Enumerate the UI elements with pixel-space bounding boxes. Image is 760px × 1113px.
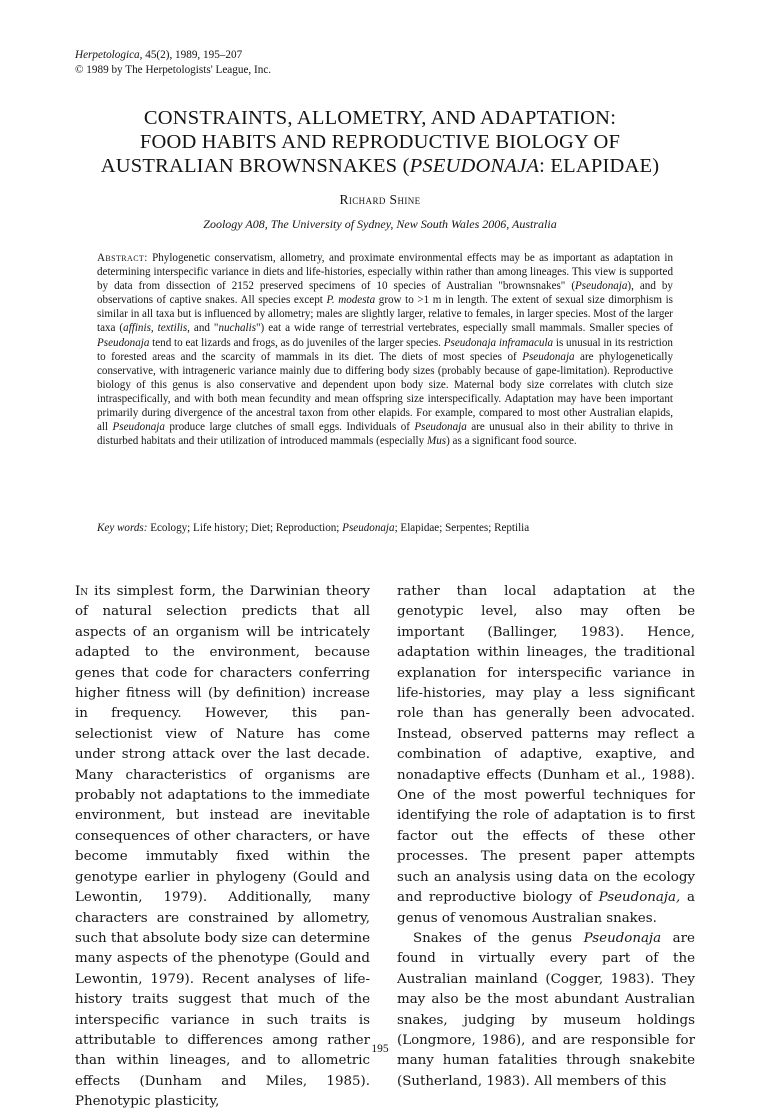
abstract-text: ) as a significant food source. bbox=[446, 435, 577, 448]
keywords bbox=[97, 521, 673, 535]
abstract-italic: Mus bbox=[426, 435, 447, 448]
page-number: 195 bbox=[371, 1043, 389, 1055]
paragraph-italic: Pseudonaja bbox=[583, 930, 662, 946]
paragraph-text: are found in virtually every part of the Australian mainland (Cogger, 1983). They may also be the most abundant Australian snakes, judging by museum holdings (Longmore, 1986), and are responsible for many human fatalities through snakebite (Sutherland, 1983). All members of this bbox=[397, 930, 695, 1089]
paragraph-text: Snakes of the genus bbox=[413, 930, 584, 946]
body-paragraph bbox=[75, 582, 370, 1113]
journal-name: Herpetologica, bbox=[75, 49, 143, 61]
body-column-right bbox=[397, 582, 695, 1092]
abstract-text: are phylogenetically conservative, with intrageneric variance mainly due to differing body sizes (probably because of gape-limitation). Reproductive biology of this genus is also conservative and dependent upon body size. Maternal body size correlates with clutch size intraspecifically, and with both mean fecundity and mean offspring size interspecifically. Adaptation may have been important primarily during divergence of the ancestral taxon from other elapids. For example, compared to most other Australian elapids, all bbox=[97, 350, 673, 434]
journal-volume-line bbox=[75, 48, 271, 63]
abstract-italic: Pseudonaja bbox=[575, 280, 628, 293]
author-name: Richard Shine bbox=[339, 192, 421, 207]
copyright-line: © 1989 by The Herpetologists' League, Inc. bbox=[75, 64, 272, 76]
abstract-text: ") eat a wide range of terrestrial vertebrates, especially small mammals. Smaller species of bbox=[256, 322, 674, 335]
abstract-label: Abstract: bbox=[97, 252, 148, 264]
abstract-italic: affinis, textilis, bbox=[123, 322, 190, 335]
abstract-italic: Pseudonaja bbox=[522, 350, 575, 363]
title-line-3 bbox=[60, 154, 700, 178]
keywords-italic: Pseudonaja bbox=[342, 522, 395, 534]
abstract-text: is unusual in its restriction to forested areas and the scarcity of mammals in its diet. The diets of most species of bbox=[97, 336, 673, 363]
keywords-label: Key words: bbox=[97, 522, 148, 534]
abstract-italic: Pseudonaja bbox=[112, 421, 165, 434]
paragraph-lead-in: In bbox=[75, 584, 89, 599]
title-line-2: FOOD HABITS AND REPRODUCTIVE BIOLOGY OF bbox=[139, 131, 621, 153]
title-line-3-start: AUSTRALIAN BROWNSNAKES ( bbox=[100, 155, 410, 177]
abstract-text: ), and by observations of captive snakes. All species except bbox=[97, 280, 673, 307]
abstract-italic: nuchalis bbox=[218, 322, 257, 335]
body-paragraph bbox=[397, 582, 695, 929]
abstract-italic: P. modesta bbox=[326, 294, 376, 307]
body-paragraph bbox=[397, 929, 695, 1092]
paragraph-text: a genus of venomous Australian snakes. bbox=[397, 890, 695, 926]
paragraph-text: its simplest form, the Darwinian theory of natural selection predicts that all aspects of an organism will be intricately adapted to the environment, because genes that code for characters conferring higher fitness will (by definition) increase in frequency. However, this pan-selectionist view of Nature has come under strong attack over the last decade. Many characteristics of organisms are probably not adaptations to the immediate environment, but instead are inevitable consequences of other characters, or have become immutably fixed within the genotype earlier in phylogeny (Gould and Lewontin, 1979). Additionally, many characters are constrained by allometry, such that absolute body size can determine many aspects of the phenotype (Gould and Lewontin, 1979). Recent analyses of life-history traits suggest that much of the interspecific variance in such traits is attributable to differences among rather than within lineages, and to allometric effects (Dunham and Miles, 1985). Phenotypic plasticity, bbox=[75, 584, 370, 1110]
abstract-text: grow to >1 m in length. The extent of sexual size dimorphism is similar in all taxa but is influenced by allometry; males are slightly larger, relative to females, in larger species. Most of the larger taxa ( bbox=[97, 294, 673, 335]
title-genus: PSEUDONAJA bbox=[409, 155, 540, 177]
keywords-text: Ecology; Life history; Diet; Reproduction; bbox=[147, 522, 343, 534]
abstract-text: are unusual also in their ability to thrive in disturbed habitats and their utilization of introduced mammals (especially bbox=[97, 421, 673, 448]
abstract-italic: Pseudonaja inframacula bbox=[443, 336, 554, 349]
title-line-1: CONSTRAINTS, ALLOMETRY, AND ADAPTATION: bbox=[143, 107, 617, 129]
abstract-text: produce large clutches of small eggs. Individuals of bbox=[164, 421, 415, 434]
abstract-text: tend to eat lizards and frogs, as do juveniles of the larger species. bbox=[149, 336, 444, 349]
paragraph-italic: Pseudonaja, bbox=[598, 890, 681, 906]
abstract-text: Phylogenetic conservatism, allometry, and proximate environmental effects may be as important as adaptation in determining interspecific variance in diets and life-histories, especially within rather than among lineages. This view is supported by data from dissection of 2152 preserved specimens of 10 species of Australian "brownsnakes" ( bbox=[97, 252, 673, 293]
body-column-left bbox=[75, 582, 370, 1113]
journal-details: 45(2), 1989, 195–207 bbox=[142, 49, 243, 61]
abstract-italic: Pseudonaja bbox=[414, 421, 467, 434]
author-affiliation: Zoology A08, The University of Sydney, New South Wales 2006, Australia bbox=[203, 217, 557, 231]
paragraph-text: rather than local adaptation at the genotypic level, also may often be important (Ballinger, 1983). Hence, adaptation within lineages, the traditional explanation for interspecific variance in life-histories, may play a less significant role than has generally been advocated. Instead, observed patterns may reflect a combination of adaptive, exaptive, and nonadaptive effects (Dunham et al., 1988). One of the most powerful techniques for identifying the role of adaptation is to first factor out the effects of these other processes. The present paper attempts such an analysis using data on the ecology and reproductive biology of bbox=[397, 584, 695, 906]
abstract-text: and " bbox=[189, 322, 219, 335]
article-title bbox=[60, 106, 700, 178]
keywords-text: ; Elapidae; Serpentes; Reptilia bbox=[394, 522, 530, 534]
abstract-italic: Pseudonaja bbox=[97, 336, 150, 349]
abstract bbox=[97, 251, 673, 448]
title-line-3-end: : ELAPIDAE) bbox=[539, 155, 660, 177]
journal-citation bbox=[75, 48, 271, 78]
